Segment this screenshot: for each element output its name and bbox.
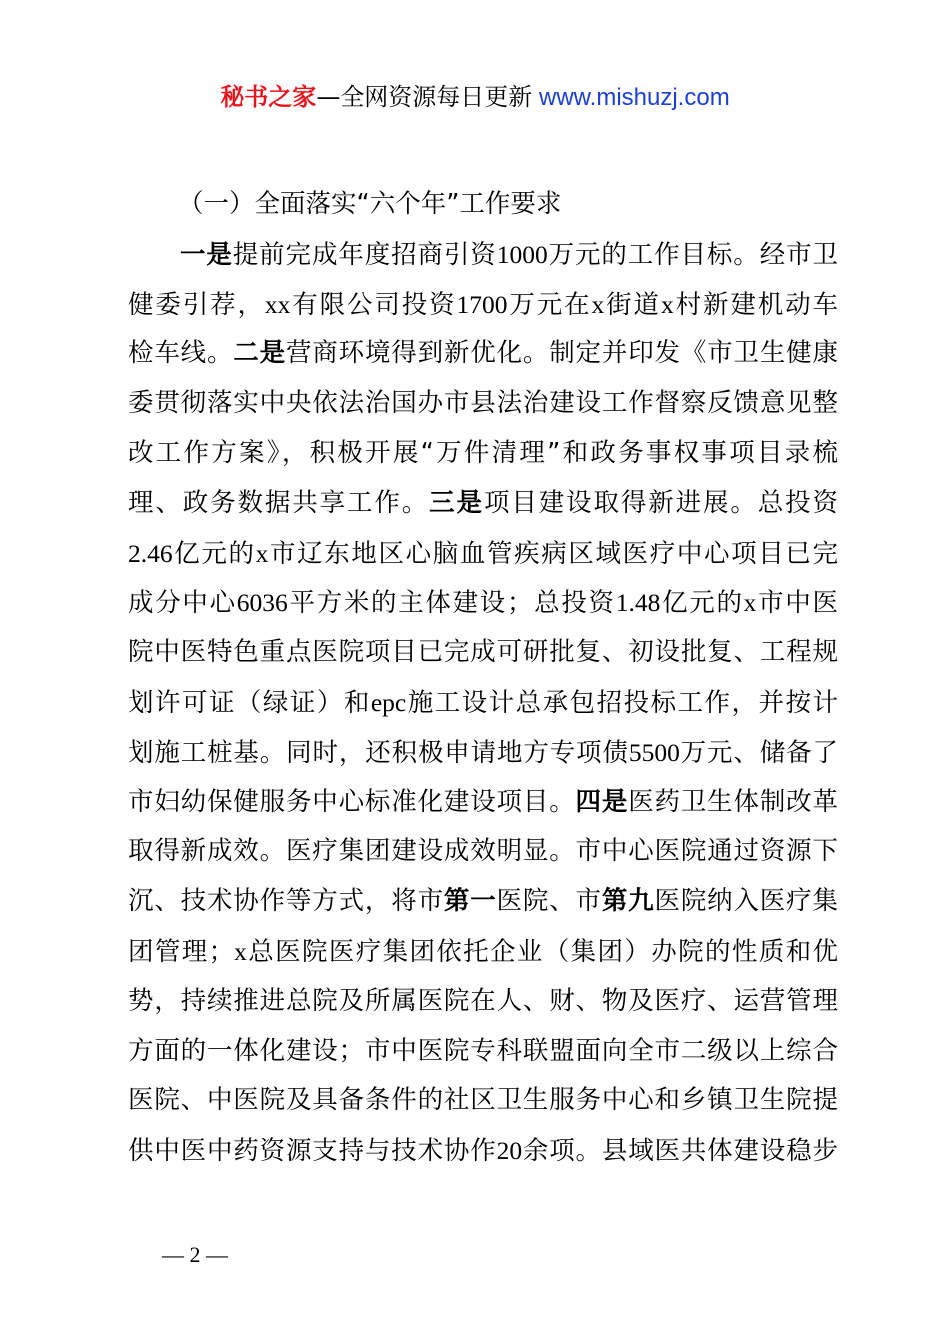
emphasis-text: 二是 (233, 338, 286, 369)
text-line (128, 628, 838, 678)
body-text: 医院、中医院及具备条件的社区卫生服务中心和乡镇卫生院提 (128, 1085, 838, 1116)
body-text: 亿元的 (172, 538, 256, 569)
paragraph (128, 230, 838, 1176)
text-line (128, 230, 838, 280)
body-text: 万元、储备了 (679, 737, 838, 768)
body-text: 医院、市 (496, 886, 602, 917)
emphasis-text: 四是 (575, 786, 629, 817)
site-url[interactable]: www.mishuzj.com (532, 84, 730, 111)
site-tagline: —全网资源每日更新 (316, 83, 533, 111)
text-line (128, 678, 838, 728)
body-text: 划施工桩基。同时，还积极申请地方专项债 (128, 737, 629, 768)
numeric-text: 6036 (236, 588, 288, 618)
body-text: 医药卫生体制改革 (628, 786, 838, 817)
body-text: 营商环境得到新优化。制定并印发《市卫生健康 (285, 338, 838, 369)
body-text: 委贯彻落实中央依法治国办市县法治建设工作督察反馈意见整 (128, 388, 838, 419)
body-text: 取得新成效。医疗集团建设成效明显。市中心医院通过资源下 (128, 836, 838, 867)
section-heading: （一）全面落实“六个年”工作要求 (178, 189, 562, 219)
numeric-text: xx (264, 289, 291, 319)
text-line (128, 827, 838, 877)
numeric-text: epc (370, 687, 407, 717)
emphasis-text: 一是 (180, 239, 233, 270)
body-text: 健委引荐， (128, 289, 265, 320)
body-text: 市妇幼保健服务中心标准化建设项目。 (128, 786, 576, 817)
body-text: 沉、技术协作等方式，将市 (128, 886, 444, 917)
body-text: 院中医特色重点医院项目已完成可研批复、初设批复、工程规 (128, 637, 838, 668)
body-text: 理、政务数据共享工作。 (128, 487, 430, 518)
text-line (128, 1076, 838, 1126)
text-line (128, 329, 838, 379)
body-text: 势，持续推进总院及所属医院在人、财、物及医疗、运营管理 (128, 985, 838, 1016)
body-text: 村新建机动车 (673, 289, 838, 320)
emphasis-text: 第一 (443, 886, 497, 917)
body-text: 总医院医疗集团依托企业（集团）办院的性质和优 (246, 936, 838, 967)
text-line (128, 778, 838, 828)
text-line (128, 977, 838, 1027)
body-text: 方面的一体化建设；市中医院专科联盟面向全市二级以上综合 (128, 1035, 838, 1066)
text-line (128, 578, 838, 628)
numeric-text: 5500 (628, 737, 680, 767)
text-line (128, 529, 838, 579)
numeric-text: x (255, 538, 269, 568)
numeric-text: 1700 (456, 289, 508, 319)
text-line (128, 1027, 838, 1077)
body-text: 成分中心 (128, 588, 237, 619)
body-text: 余项。县域医共体建设稳步 (522, 1136, 838, 1167)
body-text: 平方米的主体建设；总投资 (287, 588, 616, 619)
text-line (128, 429, 838, 479)
site-header (0, 80, 950, 115)
numeric-text: x (591, 289, 605, 319)
body-text: 万元在 (507, 289, 592, 320)
text-line (128, 1126, 838, 1176)
body-text: 医院纳入医疗集 (654, 886, 838, 917)
body-text: 市辽东地区心脑血管疾病区域医疗中心项目已完 (268, 538, 838, 569)
body-text: 项目建设取得新进展。总投资 (483, 487, 838, 518)
text-line (128, 479, 838, 529)
page-number: — 2 — (162, 1242, 228, 1267)
body-text: 团管理； (128, 936, 235, 967)
numeric-text: 1000 (496, 239, 548, 269)
numeric-text: x (743, 588, 757, 618)
numeric-text: 20 (496, 1136, 523, 1166)
numeric-text: 1.48 (615, 588, 661, 618)
emphasis-text: 第九 (601, 886, 655, 917)
body-text: 施工设计总承包招投标工作，并按计 (406, 687, 838, 718)
body-text: 供中医中药资源支持与技术协作 (128, 1136, 497, 1167)
text-line (128, 877, 838, 927)
numeric-text: 2.46 (128, 538, 173, 568)
text-line (128, 379, 838, 429)
body-text: 万元的工作目标。经市卫 (547, 239, 838, 270)
numeric-text: x (660, 289, 674, 319)
body-text: 街道 (604, 289, 661, 320)
body-text: 亿元的 (660, 588, 744, 619)
body-text: 改工作方案》，积极开展“万件清理”和政务事权事项目录梳 (128, 437, 838, 468)
body-text: 提前完成年度招商引资 (232, 239, 497, 270)
body-text: 市中医 (756, 588, 838, 619)
text-line (128, 927, 838, 977)
text-line (128, 728, 838, 778)
body-text: 检车线。 (128, 338, 234, 369)
numeric-text: x (234, 936, 247, 966)
site-brand: 秘书之家 (220, 83, 317, 111)
body-text: 有限公司投资 (290, 289, 457, 320)
body-text: 划许可证（绿证）和 (128, 687, 371, 718)
emphasis-text: 三是 (429, 487, 484, 518)
text-line (128, 280, 838, 330)
document-body (128, 180, 838, 1176)
